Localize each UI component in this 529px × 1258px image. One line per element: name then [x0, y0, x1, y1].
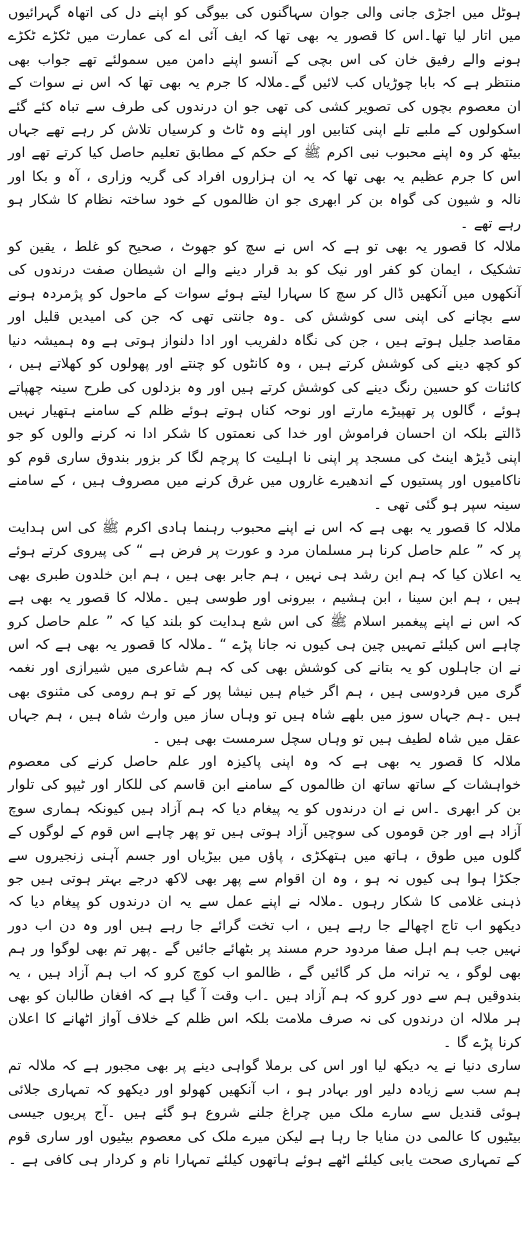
article-paragraph-3: ملالہ کا قصور یہ بھی ہے کہ اس نے اپنے محبوب رہنما ہادی اکرم ﷺ کی اس ہدایت پر کہ ” علم حاصل کرنا ہر مسلمان مرد و عورت پر فرض ہے “ کی پیروی کرتے ہوئے یہ اعلان کیا کہ ہم ابن رشد ہی نہیں ، ہم جابر بھی ہیں ، ہم ابن خلدون طبری بھی ہیں ، ہم ابن سینا ، ابن ہشیم ، بیرونی اور طوسی ہیں ۔ملالہ کا قصور یہ بھی ہے کہ اس نے اپنے پیغمبر اسلام ﷺ کی اس شع ہدایت کو بلند کیا کہ ” علم حاصل کرو چاہے اس کیلئے تمہیں چین ہی کیوں نہ جانا پڑے “ ۔ملالہ کا قصور یہ بھی ہے کہ اس نے ان جاہلوں کو یہ بتانے کی کوشش بھی کی کہ ہم شاعری میں شیرازی اور نغمہ گری میں فردوسی ہیں ، ہم اگر خیام ہیں نیشا پور کے تو ہم رومی کی مثنوی بھی ہیں ۔ہم جہاں سوز میں بلھے شاہ ہیں تو وہاں ساز میں وارث شاہ ہیں ، ہم جہاں عقل میں شاہ لطیف ہیں تو وہاں سچل سرمست بھی ہیں ۔ [8, 519, 521, 747]
article-paragraph-2: ملالہ کا قصور یہ بھی تو ہے کہ اس نے سچ کو جھوٹ ، صحیح کو غلط ، یقین کو تشکیک ، ایمان کو کفر اور نیک کو بد قرار دینے والے ان شیطان صفت درندوں کی آنکھوں میں آنکھیں ڈال کر سچ کا سہارا لیتے ہوئے سوات کے ماحول کو پژمردہ ہونے سے بچانے کی اپنی سی کوشش کی ۔وہ جانتی تھی کہ جن کی امیدیں قلیل اور مقاصد جلیل ہوتے ہیں ، جن کی نگاہ دلفریب اور ادا دلنواز ہوتی ہے وہ ہمیشہ دنیا کو کچھ دینے کی کوشش کرتے ہیں ، وہ کانٹوں کو چنتے اور پھولوں کو کھلاتے ہیں ، کائنات کو حسین رنگ دینے کی کوشش کرتے ہیں اور وہ بزدلوں کی طرح سینہ چھپاتے ہوئے ، گالوں پر تھپیڑے مارتے اور نوحہ کناں ہوتے ہوئے ظلم کے سامنے ہتھیار نہیں ڈالتے بلکہ ان احسان فراموش اور خدا کی نعمتوں کا شکر ادا نہ کرنے والوں کو جو اپنی ڈیڑھ اینٹ کی مسجد پر اپنی نا اہلیت کا پرچم لگا کر بزور بندوق ساری قوم کو ناکامیوں اور پستیوں کے اندھیرے غاروں میں غرق کرنے میں مصروف ہیں ، کے سامنے سینہ سپر ہو گئی تھی ۔ [8, 239, 521, 513]
article-paragraph-5: ساری دنیا نے یہ دیکھ لیا اور اس کی برملا گواہی دینے پر بھی مجبور ہے کہ ملالہ تم ہم سب سے زیادہ دلیر اور بہادر ہو ، اب آنکھیں کھولو اور دیکھو کہ تمہاری جلائی ہوئی قندیل سے سارے ملک میں چراغ جلنے شروع ہو گئے ہیں ۔آج پریوں جیسی بیٹیوں کا عالمی دن منایا جا رہا ہے لیکن میرے ملک کی معصوم بیٹیوں اور ساری قوم کے تمہاری صحت یابی کیلئے اٹھے ہوئے ہاتھوں کیلئے تمہارا نام و کردار ہی کافی ہے ۔ [8, 1058, 521, 1168]
article-paragraph-4: ملالہ کا قصور یہ بھی ہے کہ وہ اپنی پاکیزہ اور علم حاصل کرنے کی معصوم خواہشات کے ساتھ ساتھ ان ظالموں کے سامنے ابن قاسم کی للکار اور ٹیپو کی تلوار بن کر ابھری ۔اس نے ان درندوں کو یہ پیغام دیا کہ ہم آزاد ہیں کیونکہ ہماری سوچ آزاد ہے اور جن قوموں کی سوچیں آزاد ہوتی ہیں تو پھر چاہے اس قوم کے لوگوں کے گلوں میں طوق ، ہاتھ میں ہتھکڑی ، پاؤں میں بیڑیاں اور جسم آہنی زنجیروں سے جکڑا ہوا ہی کیوں نہ ہو ، وہ ان اقوام سے پھر بھی لاکھ درجے بہتر ہوتی ہیں جو ذہنی غلامی کا شکار رہوں ۔ملالہ نے اپنے عمل سے یہ ان درندوں کو پیغام دیا کہ دیکھو اب تاج اچھالے جا رہے ہیں ، اب تخت گرائے جا رہے ہیں اور وہ دن اب دور نہیں جب ہم اہل صفا مردود حرم مسند پر بٹھائے جائیں گے ۔پھر تم بھی لوگوا ور ہم بھی لوگو ، یہ ترانہ مل کر گائیں گے ، ظالمو اب کوچ کرو کہ اب ہم آزاد ہیں ، یہ بندوقیں ہم سے دور کرو کہ ہم آزاد ہیں ۔اب وقت آ گیا ہے کہ افغان طالبان کو بھی ہر ملالہ ان درندوں کی نہ صرف ملامت بلکہ اس ظلم کے خلاف آواز اٹھانے کا اعلان کرنا پڑے گا ۔ [8, 754, 521, 1051]
article-paragraph-1: ہوٹل میں اجڑی جانی والی جوان سہاگنوں کی بیوگی کو اپنے دل کی اتھاہ گہرائیوں میں اتار لیا تھا۔اس کا قصور یہ بھی تھا کہ ایف آئی اے کی عمارت میں ٹکڑے ٹکڑے ہونے والے رفیق خان کی اس بچی کے آنسو اپنے دامن میں سمولئے تھے جواب بھی منتظر ہے کہ بابا چوڑیاں کب لائیں گے۔ملالہ کا جرم یہ بھی تھا کہ اس نے سوات کے ان معصوم بچوں کی تصویر کشی کی تھی جو ان درندوں کی طرف سے تباہ کئے گئے اسکولوں کے ملبے تلے اپنی کتابیں اور اپنے وہ ٹاٹ و کرسیاں تلاش کر رہے تھے جہاں بیٹھ کر وہ اپنے محبوب نبی اکرم ﷺ کے حکم کے مطابق تعلیم حاصل کیا کرتے تھے اور اس کا جرم عظیم یہ بھی تھا کہ یہ ان ہزاروں افراد کی گریہ وزاری ، آہ و بکا اور نالہ و شیون کی گواہ بن کر ابھری جو ان ظالموں کے خود ساختہ نظام کا شکار ہو رہے تھے ۔ [8, 5, 521, 232]
